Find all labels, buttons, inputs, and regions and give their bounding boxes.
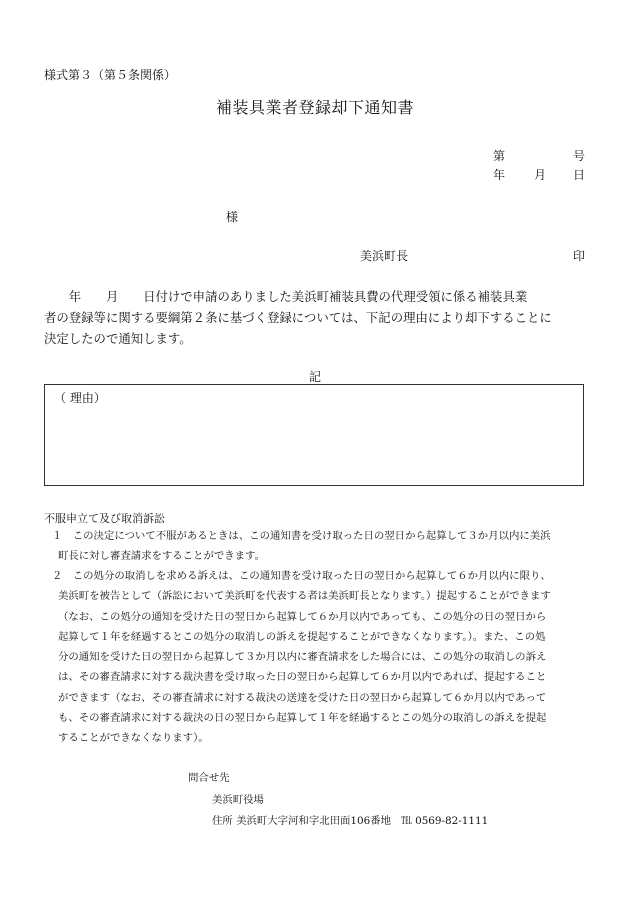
appeal-line: （なお、この処分の通知を受けた日の翌日から起算して６か月以内であっても、この処分の日の翌日から xyxy=(58,610,547,623)
reason-label: （ 理由） xyxy=(54,391,106,405)
appeal-line: 起算して１年を経過するとこの処分の取消しの訴えを提起することができなくなります。）。また、この処 xyxy=(58,630,546,643)
appeal-line: 美浜町を被告として（訴訟において美浜町を代表する者は美浜町長となります。）提起することができます xyxy=(58,590,551,603)
reason-box xyxy=(44,384,584,486)
body-line: 者の登録等に関する要綱第２条に基づく登録については、下記の理由により却下することに xyxy=(44,310,552,325)
appeal-line: ２ この処分の取消しを求める訴えは、この通知書を受け取った日の翌日から起算して６か月以内に限り、 xyxy=(52,570,551,582)
appeal-line: することができなくなります）。 xyxy=(58,732,209,745)
appeal-line: は、その審査請求に対する裁決書を受け取った日の翌日から起算して６か月以内であれば、提起すること xyxy=(58,671,547,684)
inquiry-office: 美浜町役場 xyxy=(212,794,264,806)
issuer-name: 美浜町長 xyxy=(360,249,409,263)
document-title: 補装具業者登録却下通知書 xyxy=(215,98,414,117)
seal-mark: 印 xyxy=(573,249,586,263)
appeal-line: ができます（なお、その審査請求に対する裁決の送達を受けた日の翌日から起算して６か月以内であって xyxy=(58,691,547,704)
number-suffix: 号 xyxy=(573,149,586,163)
notice-body xyxy=(44,286,586,349)
appeal-line: 分の通知を受けた日の翌日から起算して３か月以内に審査請求をした場合には、この処分の取消しの訴え xyxy=(58,651,547,664)
appeal-item-1 xyxy=(52,526,551,567)
date-month: 月 xyxy=(534,168,547,182)
date-day: 日 xyxy=(573,168,586,182)
body-line: 年 月 日付けで申請のありました美浜町補装具費の代理受領に係る補装具業 xyxy=(44,289,528,304)
addressee-honorific: 様 xyxy=(226,210,239,224)
inquiry-address: 住所 美浜町大字河和字北田面106番地 ℡ 0569-82-1111 xyxy=(212,815,489,827)
appeal-line: も、その審査請求に対する裁決の日の翌日から起算して１年を経過するとこの処分の取消しの訴えを提起 xyxy=(58,712,547,725)
appeal-line: 町長に対し審査請求をすることができます。 xyxy=(58,550,265,563)
appeal-line: １ この決定について不服があるときは、この通知書を受け取った日の翌日から起算して３か月以内に美浜 xyxy=(52,530,551,542)
appeal-item-2 xyxy=(52,566,551,749)
date-year: 年 xyxy=(493,168,506,182)
number-prefix: 第 xyxy=(493,149,506,163)
ki-heading: 記 xyxy=(308,370,321,384)
form-number: 様式第３（第５条関係） xyxy=(44,68,177,82)
inquiry-label: 問合せ先 xyxy=(188,772,230,784)
appeal-title: 不服申立て及び取消訴訟 xyxy=(44,512,165,525)
body-line: 決定したので通知します。 xyxy=(44,331,192,346)
